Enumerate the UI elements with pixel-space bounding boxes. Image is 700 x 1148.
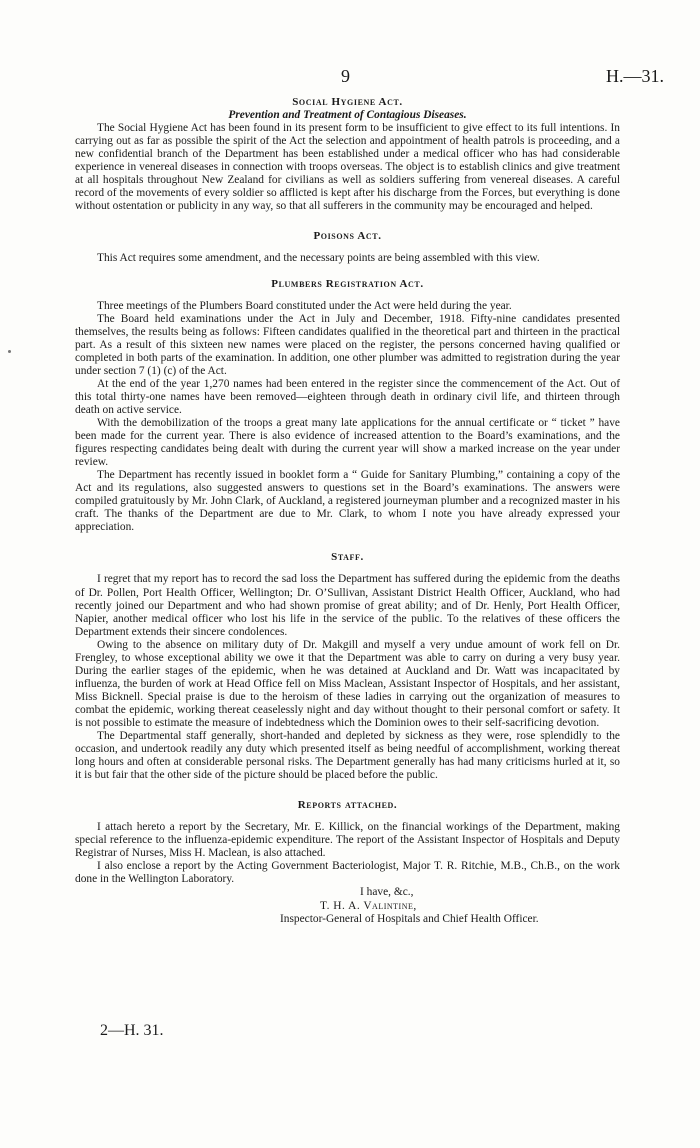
page-header: [0, 66, 700, 92]
section-heading: Staff.: [331, 551, 364, 564]
section-plumbers: [75, 278, 620, 535]
paragraph: Three meetings of the Plumbers Board constituted under the Act were held during the year.: [97, 299, 512, 312]
section-subheading: Prevention and Treatment of Contagious Diseases.: [228, 109, 467, 122]
document-reference: H.—31.: [606, 66, 664, 86]
section-staff: [75, 551, 620, 782]
page-number: 9: [341, 66, 350, 86]
page-body: [75, 96, 620, 926]
paragraph: I also enclose a report by the Acting Government Bacteriologist, Major T. R. Ritchie, M.B., Ch.B., on the work done in the Wellington Laboratory.: [75, 860, 620, 886]
margin-mark: [8, 350, 11, 353]
section-heading: Reports attached.: [297, 799, 398, 812]
paragraph: Owing to the absence on military duty of Dr. Makgill and myself a very undue amount of work fell on Dr. Frengley, to whose exceptional ability we owe it that the Department was able to carry on during a very busy year. During the earlier stages of the epidemic, when he was detained at Auckland and Dr. Watt was incapacitated by influenza, the burden of work at Head Office fell on Miss Maclean, Assistant Inspector of Hospitals, and her assistant, Miss Bicknell. Special praise is due to the heroism of these ladies in carrying out the organization of measures to combat the epidemic, working thereat ceaselessly night and day without thought to their personal comfort or safety. It is not possible to estimate the measure of indebtedness which the Dominion owes to their self-sacrificing devotion.: [75, 638, 620, 729]
paragraph: The Board held examinations under the Act in July and December, 1918. Fifty-nine candidates presented themselves, the results being as follows: Fifteen candidates qualified in the theoretical part and thirteen in the practical part. As a result of this sixteen new names were placed on the register, the persons concerned having qualified or completed in both parts of the examination. In addition, one other plumber was admitted to registration during the year under section 7 (1) (c) of the Act.: [75, 312, 620, 377]
section-social-hygiene: [75, 96, 620, 213]
signature-block: [280, 886, 620, 925]
section-heading: Social Hygiene Act.: [292, 96, 403, 108]
section-heading: Poisons Act.: [313, 230, 382, 243]
paragraph: The Social Hygiene Act has been found in its present form to be insufficient to give effect to its full intentions. In carrying out as far as possible the spirit of the Act the selection and appointment of health patrols is proceeding, and a new confidential branch of the Department has been established under a medical officer who has had considerable experience in venereal diseases in connection with troops overseas. The object is to establish clinics and give treatment at all hospitals throughout New Zealand for civilians as well as soldiers suffering from venereal diseases. A careful record of the movements of every soldier so afflicted is kept after his discharge from the Forces, but everything is done without ostentation or publicity in any way, so that all sufferers in the community may be encouraged and helped.: [75, 122, 620, 213]
section-heading: Plumbers Registration Act.: [271, 277, 424, 290]
signatory-title: Inspector-General of Hospitals and Chief Health Officer.: [280, 912, 539, 925]
paragraph: I regret that my report has to record the sad loss the Department has suffered during the epidemic from the deaths of Dr. Pollen, Port Health Officer, Wellington; Dr. O’Sullivan, Assistant District Health Officer, Auckland, who had recently joined our Department and who had shown promise of great ability; and of Dr. Henly, Port Health Officer, Napier, another medical officer who lost his life in the service of the public. To the relatives of these officers the Department extends their sincere condolences.: [75, 573, 620, 638]
footer-reference: 2—H. 31.: [100, 1022, 164, 1039]
paragraph: At the end of the year 1,270 names had been entered in the register since the commencement of the Act. Out of this total thirty-one names have been removed—eighteen through death in ordinary civil life, and thirteen through death on active service.: [75, 377, 620, 416]
section-poisons: [75, 230, 620, 265]
signatory-name: T. H. A. Valintine,: [320, 899, 417, 912]
paragraph: The Department has recently issued in booklet form a “ Guide for Sanitary Plumbing,” containing a copy of the Act and its regulations, also suggested answers to questions set in the Board’s examinations. The answers were compiled gratuitously by Mr. John Clark, of Auckland, a registered journeyman plumber and a recognized master in his craft. The thanks of the Department are due to Mr. Clark, to whom I note you have already expressed your appreciation.: [75, 469, 620, 534]
closing-line: I have, &c.,: [360, 886, 414, 899]
paragraph: The Departmental staff generally, short-handed and depleted by sickness as they were, rose splendidly to the occasion, and undertook readily any duty which presented itself as being needful of accomplishment, working thereat long hours and often at considerable personal risks. The Department generally has had many criticisms hurled at it, so it is but fair that the other side of the picture should be placed before the public.: [75, 730, 620, 782]
paragraph: With the demobilization of the troops a great many late applications for the annual certificate or “ ticket ” have been made for the current year. There is also evidence of increased attention to the Board’s examinations, and the figures respecting candidates being dealt with during the current year will show a marked increase on the year under review.: [75, 416, 620, 469]
section-reports-attached: [75, 799, 620, 886]
paragraph: This Act requires some amendment, and the necessary points are being assembled with this view.: [97, 252, 540, 265]
paragraph: I attach hereto a report by the Secretary, Mr. E. Killick, on the financial workings of the Department, making special reference to the influenza-epidemic expenditure. The report of the Assistant Inspector of Hospitals and Deputy Registrar of Nurses, Miss H. Maclean, is also attached.: [75, 821, 620, 860]
